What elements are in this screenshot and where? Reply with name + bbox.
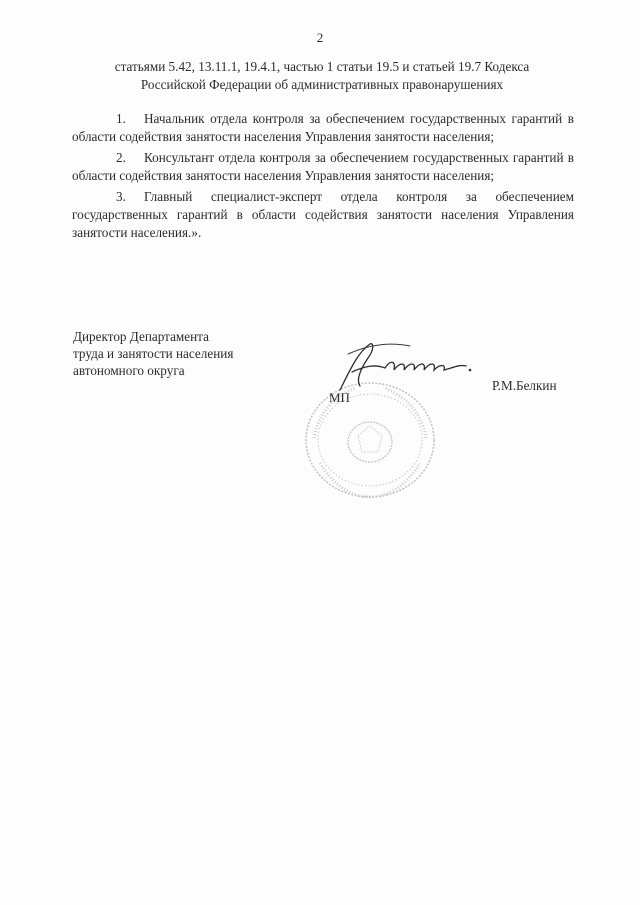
page-number: 2 — [316, 30, 324, 45]
signatory-title-line-1: Директор Департамента — [73, 329, 209, 344]
signatory-title-line-3: автономного округа — [73, 363, 185, 378]
intro-line-1: статьями 5.42, 13.11.1, 19.4.1, частью 1 статьи 19.5 и статьей 19.7 Кодекса — [114, 59, 530, 74]
signer-name: Р.М.Белкин — [492, 378, 557, 393]
positions-list — [72, 110, 574, 245]
official-seal-stamp — [300, 378, 440, 503]
list-item-number: 2. — [116, 149, 126, 165]
list-item-number: 3. — [116, 188, 126, 204]
seal-label: МП — [329, 390, 350, 405]
handwritten-signature — [330, 340, 480, 395]
signatory-title-line-2: труда и занятости населения — [73, 346, 234, 361]
signatory-title — [73, 328, 233, 379]
list-item-text: Начальник отдела контроля за обеспечением государственных гарантий в области содействия занятости населения Управления занятости населения; — [72, 111, 574, 145]
list-item-text: Главный специалист-эксперт отдела контроля за обеспечением государственных гарантий в области содействия занятости населения Управления занятости населения.». — [72, 188, 574, 241]
list-item-text: Консультант отдела контроля за обеспечением государственных гарантий в области содействия занятости населения Управления занятости населения; — [72, 149, 574, 184]
list-item — [72, 188, 574, 243]
list-item-number: 1. — [116, 111, 126, 126]
intro-line-2: Российской Федерации об административных правонарушениях — [140, 77, 504, 92]
list-item — [72, 110, 574, 147]
intro-paragraph — [72, 58, 572, 94]
list-item — [72, 149, 574, 186]
